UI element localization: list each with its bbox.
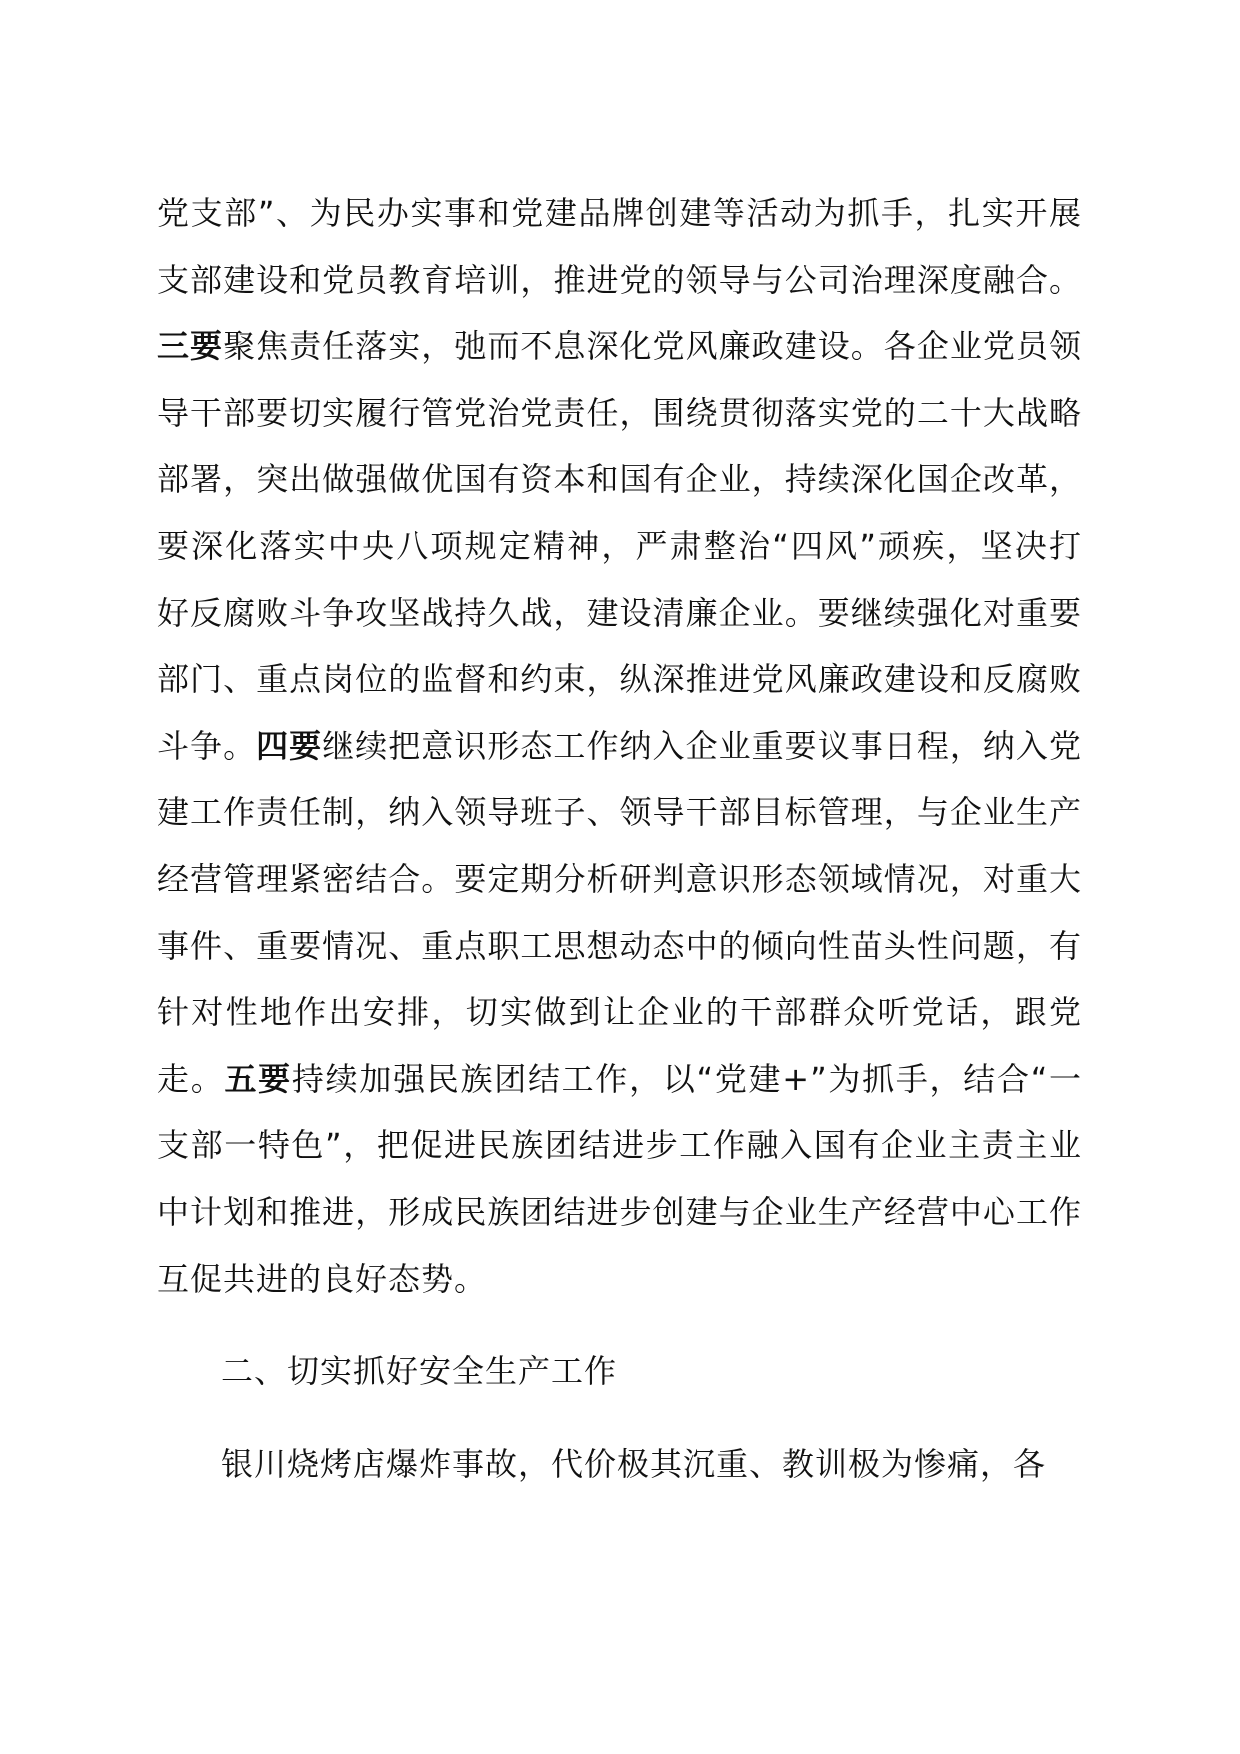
emphasis-si-yao: 四要 (256, 726, 323, 765)
document-body (157, 180, 1082, 1497)
paragraph-text: 党支部”、为民办实事和党建品牌创建等活动为抓手，扎实开展支部建设和党员教育培训，推进党的领导与公司治理深度融合。 (157, 194, 1082, 299)
paragraph-text: 持续加强民族团结工作，以“党建+”为抓手，结合“一支部一特色”，把促进民族团结进步工作融入国有企业主责主业中计划和推进，形成民族团结进步创建与企业生产经营中心工作互促共进的良好态势。 (157, 1059, 1082, 1298)
paragraph-text: 继续把意识形态工作纳入企业重要议事日程，纳入党建工作责任制，纳入领导班子、领导干部目标管理，与企业生产经营管理紧密结合。要定期分析研判意识形态领域情况，对重大事件、重要情况、重点职工思想动态中的倾向性苗头性问题，有针对性地作出安排，切实做到让企业的干部群众听党话，跟党走。 (157, 726, 1082, 1098)
emphasis-wu-yao: 五要 (224, 1059, 292, 1098)
paragraph-text: 聚焦责任落实，弛而不息深化党风廉政建设。各企业党员领导干部要切实履行管党治党责任，围绕贯彻落实党的二十大战略部署，突出做强做优国有资本和国有企业，持续深化国企改革，要深化落实中央八项规定精神，严肃整治“四风”顽疾，坚决打好反腐败斗争攻坚战持久战，建设清廉企业。要继续强化对重要部门、重点岗位的监督和约束，纵深推进党风廉政建设和反腐败斗争。 (157, 327, 1082, 765)
emphasis-san-yao: 三要 (157, 327, 224, 366)
section-heading: 二、切实抓好安全生产工作 (221, 1352, 618, 1391)
body-paragraph (157, 180, 1082, 1312)
body-paragraph: 银川烧烤店爆炸事故，代价极其沉重、教训极为惨痛，各 (221, 1444, 1047, 1483)
